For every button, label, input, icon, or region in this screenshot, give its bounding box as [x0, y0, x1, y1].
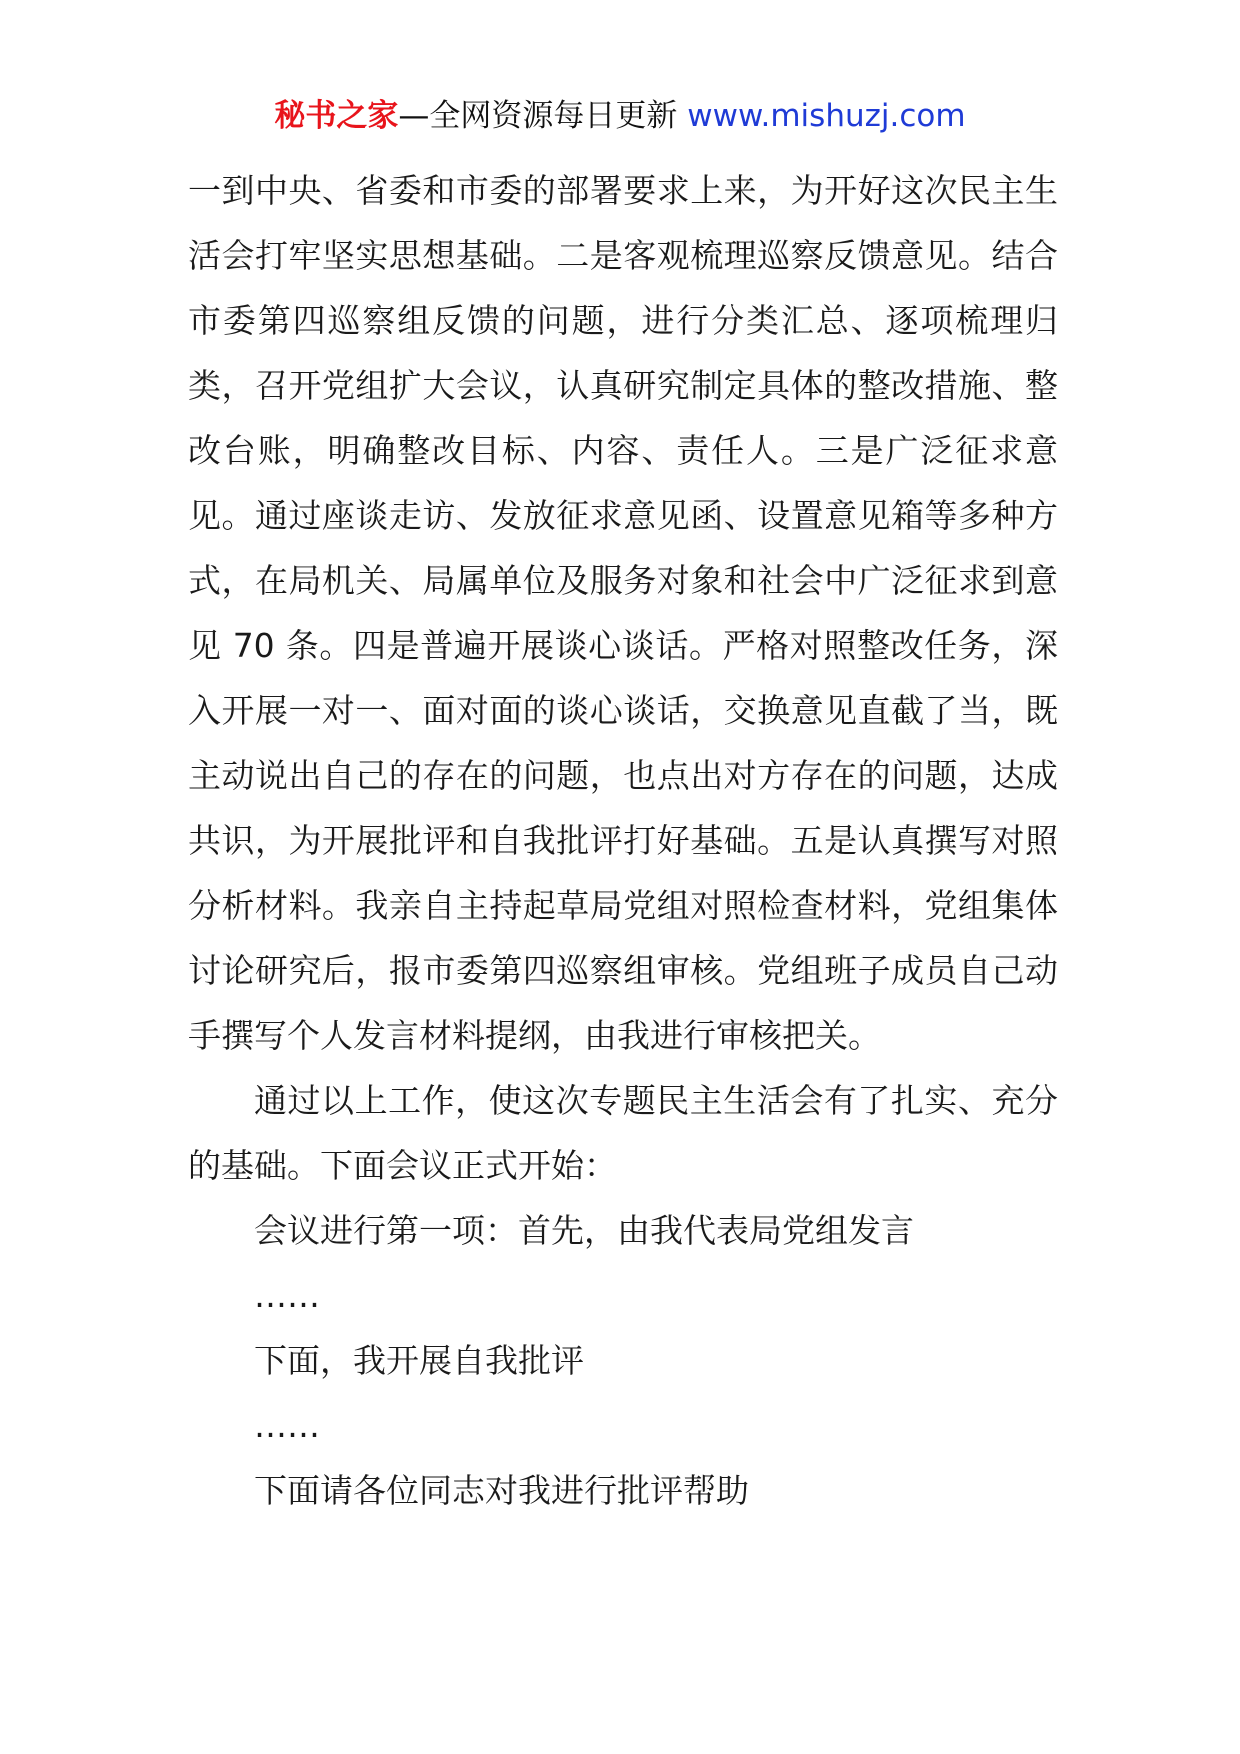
document-body [188, 158, 1058, 1523]
agenda-item: 下面，我开展自我批评 [254, 1341, 584, 1380]
page-header [0, 96, 1240, 136]
body-paragraph: 通过以上工作，使这次专题民主生活会有了扎实、充分的基础。下面会议正式开始： [188, 1081, 1058, 1185]
brand-name: 秘书之家 [274, 98, 399, 134]
agenda-item: 下面请各位同志对我进行批评帮助 [254, 1471, 749, 1510]
ellipsis-line: …… [254, 1276, 320, 1315]
agenda-item: 会议进行第一项：首先，由我代表局党组发言 [254, 1211, 914, 1250]
header-tagline: —全网资源每日更新 [398, 98, 688, 134]
body-paragraph: 一到中央、省委和市委的部署要求上来，为开好这次民主生活会打牢坚实思想基础。二是客观梳理巡察反馈意见。结合市委第四巡察组反馈的问题，进行分类汇总、逐项梳理归类，召开党组扩大会议，认真研究制定具体的整改措施、整改台账，明确整改目标、内容、责任人。三是广泛征求意见。通过座谈走访、发放征求意见函、设置意见箱等多种方式，在局机关、局属单位及服务对象和社会中广泛征求到意见 70 条。四是普遍开展谈心谈话。严格对照整改任务，深入开展一对一、面对面的谈心谈话，交换意见直截了当，既主动说出自己的存在的问题，也点出对方存在的问题，达成共识，为开展批评和自我批评打好基础。五是认真撰写对照分析材料。我亲自主持起草局党组对照检查材料，党组集体讨论研究后，报市委第四巡察组审核。党组班子成员自己动手撰写个人发言材料提纲，由我进行审核把关。 [188, 171, 1058, 1055]
ellipsis-line: …… [254, 1406, 320, 1445]
site-url-link[interactable]: www.mishuzj.com [687, 98, 966, 134]
